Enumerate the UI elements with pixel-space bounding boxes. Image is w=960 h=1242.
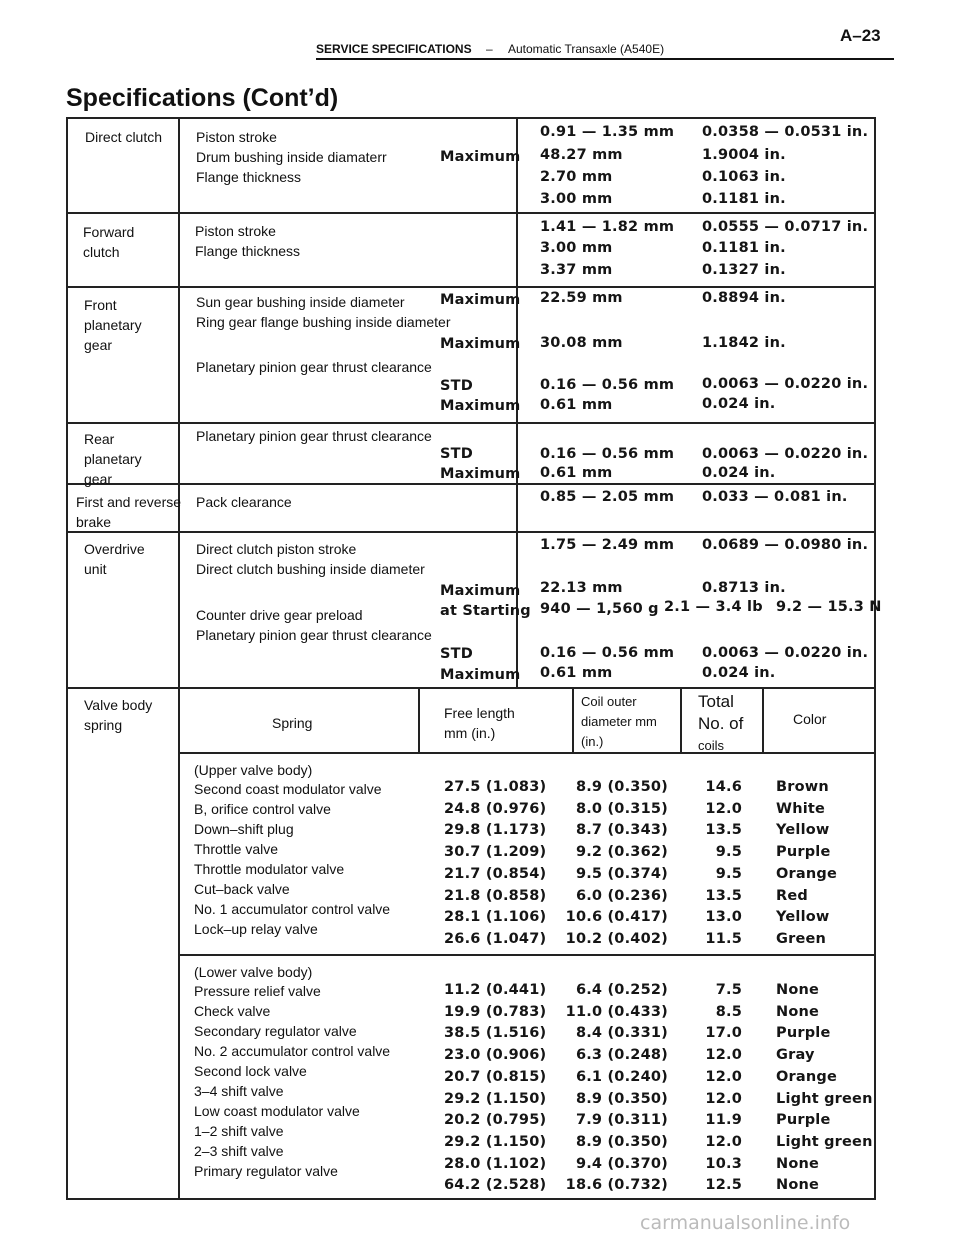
value-mm: 1.75 — 2.49 mm: [540, 537, 675, 553]
value-in: 0.033 — 0.081 in.: [702, 489, 848, 505]
coil-count-value: 11.5: [705, 930, 742, 947]
color-value: Green: [776, 930, 827, 947]
spec-item: Planetary pinion gear thrust clearance: [196, 359, 432, 375]
color-value: Light green: [776, 1090, 873, 1107]
coil-count-value: 12.0: [705, 1047, 742, 1064]
value-in: 0.0063 — 0.0220 in.: [702, 446, 869, 462]
value-in: 0.0555 — 0.0717 in.: [702, 219, 869, 235]
coil-diameter-value: 6.1 (0.240): [575, 1068, 668, 1085]
spec-item: Drum bushing inside diamaterr: [196, 149, 387, 165]
value-mm: 0.16 — 0.56 mm: [540, 377, 675, 393]
column-header-spring: Spring: [272, 715, 313, 731]
free-length-value: 20.7 (0.815): [444, 1068, 547, 1085]
spring-name: No. 1 accumulator control valve: [194, 901, 391, 917]
limit-label: STD: [440, 446, 473, 462]
free-length-value: 64.2 (2.528): [444, 1177, 547, 1194]
value-in: 0.1063 in.: [702, 169, 786, 185]
free-length-value: 27.5 (1.083): [444, 779, 547, 795]
free-length-value: 21.8 (0.858): [444, 887, 547, 904]
coil-count-value: 12.5: [705, 1177, 742, 1194]
component-rear-planetary: gear: [84, 471, 113, 487]
free-length-value: 24.8 (0.976): [444, 800, 547, 817]
spring-name: Throttle valve: [194, 841, 279, 857]
coil-count-value: 13.5: [705, 887, 742, 904]
free-length-value: 29.2 (1.150): [444, 1133, 547, 1150]
column-header-total-coils: Total: [698, 692, 734, 711]
coil-count-value: 10.3: [705, 1155, 742, 1172]
component-front-planetary: planetary: [84, 317, 142, 333]
coil-diameter-value: 10.6 (0.417): [565, 909, 668, 926]
row-divider: [68, 422, 874, 424]
limit-label: STD: [440, 646, 473, 662]
coil-count-value: 13.0: [705, 909, 742, 926]
limit-label: Maximum: [440, 667, 521, 683]
color-value: Yellow: [776, 822, 830, 839]
value-mm: 22.59 mm: [540, 290, 623, 306]
spec-item: Counter drive gear preload: [196, 607, 363, 623]
free-length-value: 28.0 (1.102): [444, 1155, 547, 1172]
spring-name: Cut–back valve: [194, 881, 290, 897]
limit-label: Maximum: [440, 466, 521, 482]
color-value: Light green: [776, 1133, 873, 1150]
column-header-total-coils: No. of: [698, 714, 744, 733]
value-mm: 1.41 — 1.82 mm: [540, 219, 675, 235]
coil-count-value: 12.0: [705, 1133, 742, 1150]
row-divider: [68, 212, 874, 214]
color-value: White: [776, 800, 826, 817]
coil-count-value: 7.5: [715, 982, 742, 998]
spring-name: Second coast modulator valve: [194, 781, 382, 797]
value-in: 0.024 in.: [702, 665, 776, 681]
component-forward-clutch: Forward: [83, 224, 135, 240]
spring-name: No. 2 accumulator control valve: [194, 1043, 391, 1059]
coil-diameter-value: 9.4 (0.370): [575, 1155, 668, 1172]
spec-item: Planetary pinion gear thrust clearance: [196, 627, 432, 643]
limit-label: Maximum: [440, 398, 521, 414]
free-length-value: 29.2 (1.150): [444, 1090, 547, 1107]
spring-name: 1–2 shift valve: [194, 1123, 284, 1139]
header-section-title: SERVICE SPECIFICATIONS: [316, 42, 472, 56]
free-length-value: 28.1 (1.106): [444, 909, 547, 926]
coil-diameter-value: 6.4 (0.252): [575, 982, 668, 998]
free-length-value: 38.5 (1.516): [444, 1025, 547, 1042]
value-mm: 48.27 mm: [540, 147, 623, 163]
coil-count-value: 12.0: [705, 1068, 742, 1085]
value-mm: 3.37 mm: [540, 262, 613, 278]
row-divider: [178, 954, 874, 956]
coil-diameter-value: 7.9 (0.311): [575, 1112, 668, 1129]
row-divider: [68, 286, 874, 288]
limit-label: STD: [440, 378, 473, 394]
value-in: 0.024 in.: [702, 396, 776, 412]
coil-count-value: 13.5: [705, 822, 742, 839]
column-header-coil-outer: Coil outer: [581, 694, 637, 709]
spring-name: Low coast modulator valve: [194, 1103, 360, 1119]
col-divider: [572, 687, 574, 752]
column-header-coil-outer: diameter mm: [581, 714, 657, 729]
header-manual-name: Automatic Transaxle (A540E): [508, 42, 665, 56]
component-rear-planetary: Rear: [84, 431, 115, 447]
value-in: 0.1181 in.: [702, 191, 786, 207]
spec-item: Sun gear bushing inside diameter: [196, 294, 405, 310]
component-front-planetary: gear: [84, 337, 113, 353]
free-length-value: 23.0 (0.906): [444, 1047, 547, 1064]
value-mm: 0.16 — 0.56 mm: [540, 645, 675, 661]
coil-diameter-value: 8.0 (0.315): [575, 800, 668, 817]
color-value: Orange: [776, 865, 837, 882]
coil-diameter-value: 18.6 (0.732): [565, 1177, 668, 1194]
coil-count-value: 9.5: [715, 865, 742, 882]
header-separator: –: [486, 42, 493, 56]
col-divider: [680, 687, 682, 752]
value-in: 0.0063 — 0.0220 in.: [702, 376, 869, 392]
spec-item: Ring gear flange bushing inside diameter: [196, 314, 451, 330]
value-in: 0.0689 — 0.0980 in.: [702, 537, 869, 553]
coil-diameter-value: 8.9 (0.350): [575, 1090, 668, 1107]
color-value: None: [776, 1003, 820, 1020]
value-in: 0.1327 in.: [702, 262, 786, 278]
limit-label: Maximum: [440, 336, 521, 352]
spring-name: Second lock valve: [194, 1063, 307, 1079]
value-in: 0.8894 in.: [702, 290, 786, 306]
row-divider: [68, 483, 874, 485]
value-mm: 22.13 mm: [540, 580, 623, 596]
spec-item: Direct clutch piston stroke: [196, 541, 357, 557]
spring-name: 3–4 shift valve: [194, 1083, 284, 1099]
value-in: 1.9004 in.: [702, 147, 786, 163]
coil-count-value: 11.9: [705, 1112, 742, 1129]
color-value: Orange: [776, 1068, 837, 1085]
free-length-value: 19.9 (0.783): [444, 1003, 547, 1020]
col-divider: [178, 119, 180, 1198]
row-divider: [178, 752, 874, 754]
color-value: Yellow: [776, 909, 830, 926]
component-first-reverse-brake: brake: [76, 514, 112, 530]
coil-diameter-value: 8.9 (0.350): [575, 779, 668, 795]
limit-label: Maximum: [440, 292, 521, 308]
column-header-total-coils: coils: [698, 738, 725, 753]
coil-diameter-value: 6.0 (0.236): [575, 887, 668, 904]
coil-diameter-value: 9.2 (0.362): [575, 844, 668, 861]
limit-label: at Starting: [440, 603, 531, 619]
free-length-value: 11.2 (0.441): [444, 982, 547, 998]
value-mm: 3.00 mm: [540, 191, 613, 207]
page-title: Specifications (Cont’d): [66, 84, 339, 112]
color-value: Purple: [776, 844, 831, 861]
col-divider: [762, 687, 764, 752]
column-header-coil-outer: (in.): [581, 734, 604, 749]
value-mm: 30.08 mm: [540, 335, 623, 351]
value-mm: 2.70 mm: [540, 169, 613, 185]
spec-item: Direct clutch bushing inside diameter: [196, 561, 425, 577]
spring-name: Lock–up relay valve: [194, 921, 318, 937]
value-in: 1.1842 in.: [702, 335, 786, 351]
component-valve-body-spring: spring: [84, 717, 123, 733]
free-length-value: 29.8 (1.173): [444, 822, 547, 839]
row-divider: [68, 531, 874, 533]
spec-item: Piston stroke: [196, 129, 277, 145]
spring-name: Pressure relief valve: [194, 983, 321, 999]
color-value: Purple: [776, 1025, 831, 1042]
spring-name: Secondary regulator valve: [194, 1023, 357, 1039]
component-valve-body-spring: Valve body: [84, 697, 153, 713]
col-divider: [418, 687, 420, 752]
watermark: carmanualsonline.info: [640, 1212, 851, 1234]
spec-item: Flange thickness: [195, 243, 301, 259]
component-direct-clutch: Direct clutch: [85, 129, 163, 145]
column-header-free-length: Free length: [444, 705, 515, 721]
coil-diameter-value: 8.4 (0.331): [575, 1025, 668, 1042]
coil-diameter-value: 10.2 (0.402): [565, 930, 668, 947]
spring-name: Check valve: [194, 1003, 271, 1019]
spring-name: Throttle modulator valve: [194, 861, 345, 877]
value-mm: 0.16 — 0.56 mm: [540, 446, 675, 462]
spec-item: Piston stroke: [195, 223, 276, 239]
coil-count-value: 12.0: [705, 1090, 742, 1107]
value-in: 0.1181 in.: [702, 240, 786, 256]
limit-label: Maximum: [440, 149, 521, 165]
value-in: 0.0063 — 0.0220 in.: [702, 645, 869, 661]
coil-count-value: 17.0: [705, 1025, 742, 1042]
value-mm: 0.61 mm: [540, 397, 613, 413]
color-value: Brown: [776, 779, 829, 795]
free-length-value: 20.2 (0.795): [444, 1112, 547, 1129]
header-rule: [316, 58, 894, 60]
coil-count-value: 14.6: [705, 779, 742, 795]
component-overdrive-unit: unit: [84, 561, 107, 577]
spring-name: 2–3 shift valve: [194, 1143, 284, 1159]
column-header-color: Color: [793, 711, 827, 727]
value-mm: 3.00 mm: [540, 240, 613, 256]
value-in: 0.024 in.: [702, 465, 776, 481]
value-g: 940 — 1,560 g: [540, 601, 659, 617]
coil-diameter-value: 11.0 (0.433): [565, 1003, 668, 1020]
value-n: 9.2 — 15.3 N: [776, 599, 882, 615]
color-value: None: [776, 982, 820, 998]
value-mm: 0.91 — 1.35 mm: [540, 124, 675, 140]
coil-diameter-value: 8.7 (0.343): [575, 822, 668, 839]
value-in: 0.8713 in.: [702, 580, 786, 596]
free-length-value: 21.7 (0.854): [444, 865, 547, 882]
component-front-planetary: Front: [84, 297, 117, 313]
color-value: Red: [776, 887, 808, 904]
free-length-value: 26.6 (1.047): [444, 930, 547, 947]
color-value: None: [776, 1177, 820, 1194]
value-in: 0.0358 — 0.0531 in.: [702, 124, 869, 140]
coil-diameter-value: 9.5 (0.374): [575, 865, 668, 882]
spec-item: Pack clearance: [196, 494, 292, 510]
color-value: Purple: [776, 1112, 831, 1129]
component-first-reverse-brake: First and reverse: [76, 494, 182, 510]
group-title-upper: (Upper valve body): [194, 762, 313, 778]
value-lb: 2.1 — 3.4 lb: [664, 599, 763, 615]
coil-count-value: 12.0: [705, 800, 742, 817]
page-number: A–23: [840, 26, 881, 45]
spring-name: Primary regulator valve: [194, 1163, 338, 1179]
spec-item: Flange thickness: [196, 169, 302, 185]
column-header-free-length: mm (in.): [444, 725, 496, 741]
group-title-lower: (Lower valve body): [194, 964, 313, 980]
coil-count-value: 9.5: [715, 844, 742, 861]
value-mm: 0.85 — 2.05 mm: [540, 489, 675, 505]
coil-count-value: 8.5: [715, 1003, 742, 1020]
component-forward-clutch: clutch: [83, 244, 120, 260]
coil-diameter-value: 8.9 (0.350): [575, 1133, 668, 1150]
spring-name: B, orifice control valve: [194, 801, 331, 817]
color-value: Gray: [776, 1047, 815, 1064]
limit-label: Maximum: [440, 583, 521, 599]
spring-name: Down–shift plug: [194, 821, 294, 837]
component-overdrive-unit: Overdrive: [84, 541, 145, 557]
spec-item: Planetary pinion gear thrust clearance: [196, 428, 432, 444]
free-length-value: 30.7 (1.209): [444, 844, 547, 861]
component-rear-planetary: planetary: [84, 451, 142, 467]
value-mm: 0.61 mm: [540, 665, 613, 681]
value-mm: 0.61 mm: [540, 465, 613, 481]
row-divider: [68, 687, 874, 689]
color-value: None: [776, 1155, 820, 1172]
coil-diameter-value: 6.3 (0.248): [575, 1047, 668, 1064]
